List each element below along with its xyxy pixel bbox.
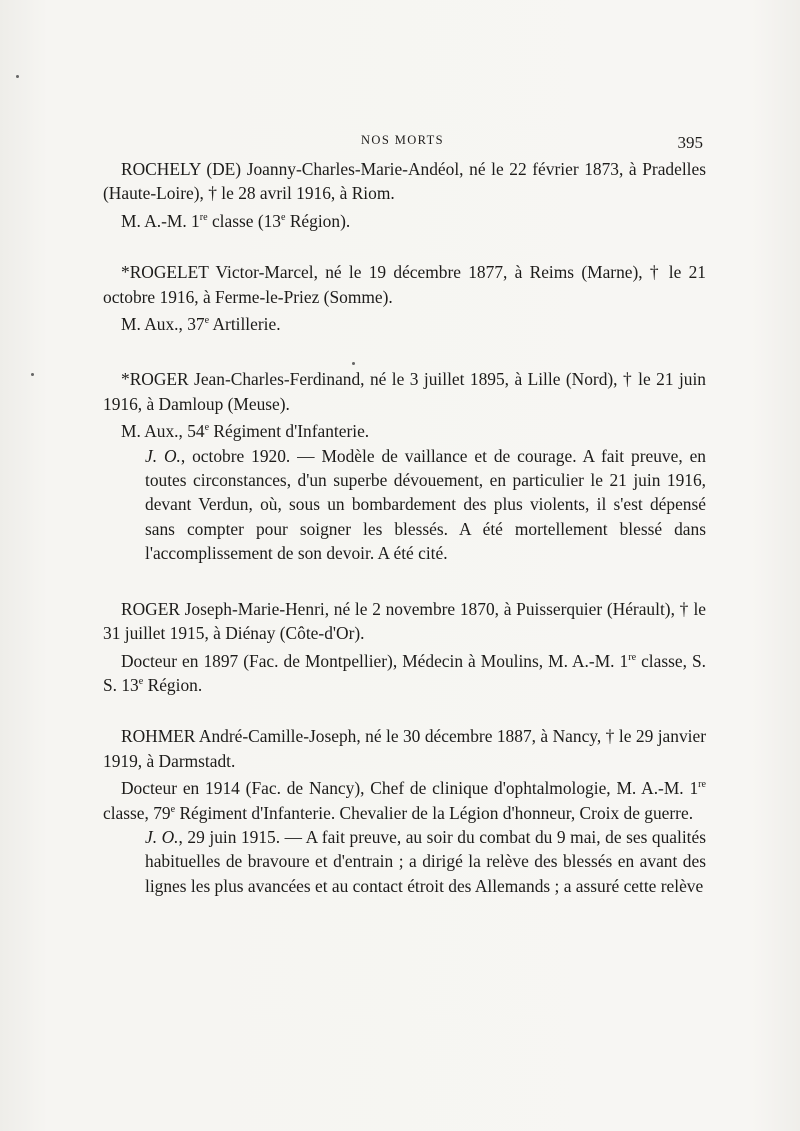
entry-name: ROCHELY (DE) Joanny-Charles-Marie-Andéol,	[121, 159, 464, 179]
ordinal-sup: re	[199, 212, 208, 224]
detail-text: Artillerie.	[209, 314, 281, 335]
detail-text: Docteur en 1897 (Fac. de Montpellier), Médecin à Moulins, M. A.-M. 1	[121, 650, 629, 671]
entry-heading	[103, 597, 706, 646]
entry-spacer	[103, 566, 706, 597]
citation	[103, 825, 706, 898]
speck-mark	[16, 75, 19, 78]
detail-text: classe, S. S. 13	[103, 650, 706, 695]
running-head: NOS MORTS	[360, 133, 445, 147]
ordinal-sup: re	[628, 651, 637, 663]
page-header	[100, 133, 705, 155]
ordinal-sup: e	[204, 422, 210, 434]
entry-spacer	[103, 697, 706, 724]
entry-name: ROHMER André-Camille-Joseph,	[121, 726, 361, 747]
entry-dates: né le 30 décembre 1887, à Nancy, † le 29 janvier 1919, à Darmstadt.	[103, 726, 706, 771]
detail-text: Région.	[143, 674, 203, 695]
entry-detail	[103, 649, 706, 698]
entry-heading	[103, 260, 706, 309]
obituary-entry	[103, 597, 706, 698]
page-content	[103, 157, 706, 898]
entry-dates: né le 19 décembre 1877, à Reims (Marne), † le 21 octobre 1916, à Ferme-le-Priez (Somme).	[103, 262, 706, 307]
detail-text: Régiment d'Infanterie. Chevalier de la Légion d'honneur, Croix de guerre.	[175, 802, 694, 823]
entry-name: *ROGER Jean-Charles-Ferdinand,	[121, 369, 365, 390]
entry-dates: né le 2 novembre 1870, à Puisserquier (Hérault), † le 31 juillet 1915, à Diénay (Côte-d'Or).	[103, 598, 706, 644]
citation-text: , 29 juin 1915. — A fait preuve, au soir du combat du 9 mai, de ses qualités habituelles de bravoure et d'entrain ; a dirigé la relève des blessés en avant des lignes les plus avancées et au contact étroit des Allemands ; a assuré cette relève	[145, 826, 706, 896]
detail-text: classe, 79	[103, 802, 171, 823]
entry-detail	[103, 419, 706, 443]
detail-text: classe (13	[207, 210, 281, 231]
entry-detail	[103, 312, 706, 336]
citation-source: J. O.	[145, 445, 181, 466]
detail-text: Régiment d'Infanterie.	[209, 421, 370, 442]
entry-dates: né le 3 juillet 1895, à Lille (Nord), † le 21 juin 1916, à Damloup (Meuse).	[103, 369, 706, 414]
speck-mark	[352, 362, 355, 365]
obituary-entry	[103, 367, 706, 565]
entry-spacer	[103, 233, 706, 260]
ordinal-sup: e	[138, 676, 144, 688]
entry-name: ROGER Joseph-Marie-Henri,	[121, 598, 330, 619]
entry-name: *ROGELET Victor-Marcel,	[121, 262, 318, 283]
detail-text: Docteur en 1914 (Fac. de Nancy), Chef de clinique d'ophtalmologie, M. A.-M. 1	[121, 778, 699, 799]
entry-dates: né le 22 février 1873, à Pradelles (Haute-Loire), † le 28 avril 1916, à Riom.	[103, 159, 706, 204]
speck-mark	[31, 373, 34, 376]
detail-text: M. Aux., 37	[121, 314, 205, 335]
entry-detail	[103, 776, 706, 825]
page-number: 395	[677, 133, 703, 152]
ordinal-sup: e	[170, 803, 176, 815]
entry-spacer	[103, 336, 706, 367]
entry-heading	[103, 367, 706, 416]
detail-text: M. Aux., 54	[121, 421, 205, 442]
entry-detail	[103, 209, 706, 233]
ordinal-sup: re	[698, 779, 706, 791]
entry-heading	[103, 157, 706, 206]
detail-text: Région).	[285, 210, 351, 231]
citation-source: J. O.	[145, 826, 179, 847]
ordinal-sup: e	[204, 315, 210, 327]
entry-heading	[103, 724, 706, 773]
obituary-entry	[103, 724, 706, 898]
citation-text: , octobre 1920. — Modèle de vaillance et de courage. A fait preuve, en toutes circonstances, d'un superbe dévouement, en particulier le 21 juin 1916, devant Verdun, où, sous un bombardement des plus violents, il s'est dépensé sans compter pour soigner les blessés. A été mortellement blessé dans l'accomplissement de son devoir. A été cité.	[145, 445, 706, 564]
obituary-entry	[103, 157, 706, 233]
citation	[103, 444, 706, 566]
detail-text: M. A.-M. 1	[121, 210, 200, 231]
obituary-entry	[103, 260, 706, 336]
ordinal-sup: e	[281, 212, 286, 224]
